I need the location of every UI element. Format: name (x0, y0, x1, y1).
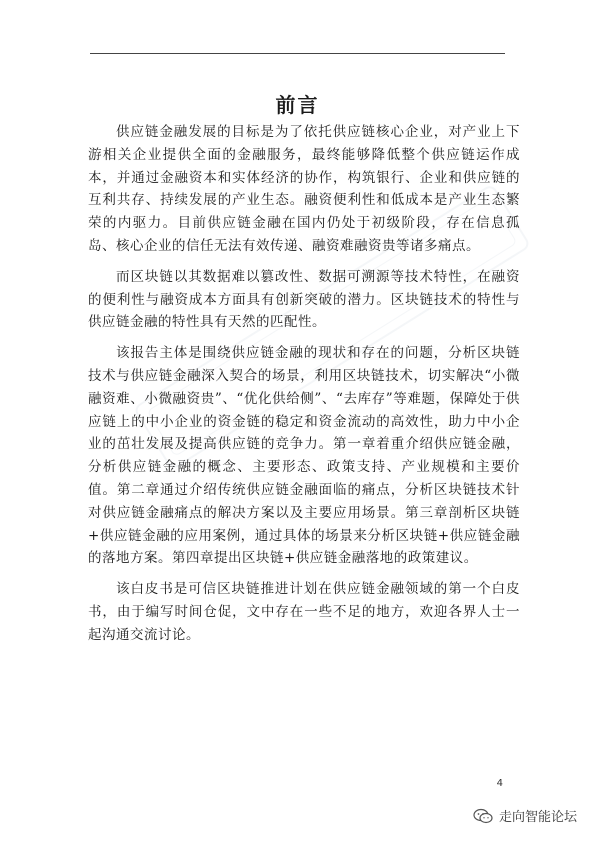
header-rule (90, 53, 505, 54)
paragraph: 该报告主体是围绕供应链金融的现状和存在的问题，分析区块链技术与供应链金融深入契合的场景，利用区块链技术，切实解决“小微融资难、小微融资贵”、“优化供给侧”、“去库存”等难题，保障处于供应链上的中小企业的资金链的稳定和资金流动的高效性，助力中小企业的茁壮发展及提高供应链的竞争力。第一章着重介绍供应链金融，分析供应链金融的概念、主要形态、政策支持、产业规模和主要价值。第二章通过介绍传统供应链金融面临的痛点，分析区块链技术针对供应链金融痛点的解决方案以及主要应用场景。第三章剖析区块链+供应链金融的应用案例，通过具体的场景来分析区块链+供应链金融的落地方案。第四章提出区块链+供应链金融落地的政策建议。 (88, 345, 520, 567)
footer-brand (473, 806, 577, 825)
paragraph: 该白皮书是可信区块链推进计划在供应链金融领域的第一个白皮书，由于编写时间仓促，文中存在一些不足的地方，欢迎各界人士一起沟通交流讨论。 (88, 581, 520, 643)
page-number: 4 (496, 778, 503, 789)
wechat-icon (473, 808, 493, 824)
paragraph: 供应链金融发展的目标是为了依托供应链核心企业，对产业上下游相关企业提供全面的金融服务，最终能够降低整个供应链运作成本，并通过金融资本和实体经济的协作，构筑银行、企业和供应链的互利共存、持续发展的产业生态。融资便利性和低成本是产业生态繁荣的内驱力。目前供应链金融在国内仍处于初级阶段，存在信息孤岛、核心企业的信任无法有效传递、融资难融资贵等诸多痛点。 (88, 124, 520, 254)
page-title: 前言 (275, 93, 320, 118)
document-body (88, 121, 520, 655)
paragraph: 而区块链以其数据难以篡改性、数据可溯源等技术特性，在融资的便利性与融资成本方面具有创新突破的潜力。区块链技术的特性与供应链金融的特性具有天然的匹配性。 (88, 268, 520, 331)
brand-label: 走向智能论坛 (498, 810, 577, 825)
